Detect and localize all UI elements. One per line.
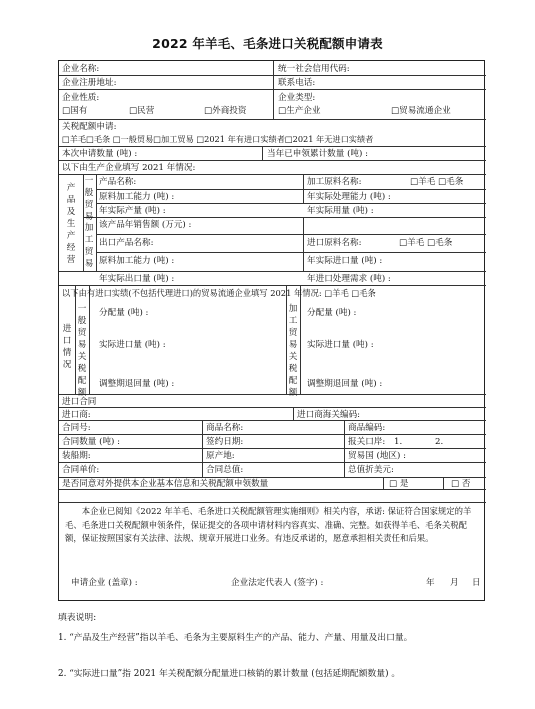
sign-date-label: 签约日期: <box>206 437 244 447</box>
year-quota-total-label: 当年已申领累计数量 (吨) : <box>267 149 369 159</box>
import-raw-options[interactable]: □羊毛 □毛条 <box>399 238 453 248</box>
page-title: 2022 年羊毛、毛条进口关税配额申请表 <box>152 36 383 51</box>
quota-apply-options[interactable]: □羊毛□毛条 □一般贸易□加工贸易 □2021 年有进口实绩者□2021 年无进口实绩者 <box>62 134 374 144</box>
goods-name-label: 商品名称: <box>206 423 244 433</box>
apply-qty-label: 本次申请数量 (吨) : <box>62 149 138 159</box>
type-label: 企业类型: <box>278 93 316 103</box>
total-value-label: 合同总值: <box>206 465 244 475</box>
general-actual-import-label: 实际进口量 (吨) : <box>99 340 166 350</box>
usage-label: 年实际用量 (吨) : <box>307 206 374 216</box>
import-raw-label: 进口原料名称: <box>307 238 362 248</box>
note-item-2: 2. “实际进口量”指 2021 年关税配额分配量进口核销的累计数量 (包括延期配额数量) 。 <box>58 669 401 679</box>
general-adjusted-label: 调整期退回量 (吨) : <box>99 379 175 389</box>
unit-price-label: 合同单价: <box>62 465 100 475</box>
production-header: 以下由生产企业填写 2021 年情况: <box>62 163 196 173</box>
applicant-seal-label: 申请企业 (盖章) : <box>71 578 138 588</box>
customs-code-label: 进口商海关编码: <box>297 410 361 420</box>
product-name-label: 产品名称: <box>99 177 137 187</box>
export-qty-label: 年实际出口量 (吨) : <box>99 274 175 284</box>
port-one: 1. <box>394 437 403 447</box>
contract-qty-label: 合同数量 (吨) : <box>62 437 121 447</box>
process-need-label: 年进口处理需求 (吨) : <box>307 274 391 284</box>
ship-period-label: 装船期: <box>62 451 91 461</box>
application-form <box>58 60 485 601</box>
nature-option-foreign[interactable]: □外商投资 <box>204 106 247 116</box>
type-option-trade[interactable]: □贸易流通企业 <box>391 106 451 116</box>
processing-trade-label: 加工贸易 <box>84 223 94 269</box>
capacity-label: 原料加工能力 (吨) : <box>99 192 175 202</box>
quota-apply-label: 关税配额申请: <box>62 122 117 132</box>
type-option-production[interactable]: □生产企业 <box>278 106 321 116</box>
export-product-label: 出口产品名称: <box>99 238 154 248</box>
importer-label: 进口商: <box>62 410 91 420</box>
consent-no-checkbox[interactable]: □ 否 <box>451 479 471 489</box>
notes-heading: 填表说明: <box>58 613 97 623</box>
processed-label: 年实际处理能力 (吨) : <box>307 192 391 202</box>
port-label: 报关口岸: <box>348 437 386 447</box>
raw-material-label: 加工原料名称: <box>307 177 362 187</box>
port-two: 2. <box>435 437 444 447</box>
proc-allocated-label: 分配量 (吨) : <box>307 308 357 318</box>
trade-side-label: 进口情况 <box>62 324 72 370</box>
phone-label: 联系电话: <box>278 78 316 88</box>
credit-code-label: 统一社会信用代码: <box>278 64 350 74</box>
proc-adjusted-label: 调整期退回量 (吨) : <box>307 379 383 389</box>
company-name-label: 企业名称: <box>62 64 100 74</box>
sales-label: 该产品年销售额 (万元) : <box>99 220 192 230</box>
nature-option-private[interactable]: □民营 <box>129 106 155 116</box>
nature-label: 企业性质: <box>62 93 100 103</box>
legal-rep-signature-label: 企业法定代表人 (签字) : <box>231 578 324 588</box>
reg-address-label: 企业注册地址: <box>62 78 117 88</box>
month-label: 月 <box>450 578 459 588</box>
note-item-1: 1. “产品及生产经营”指以羊毛、毛条为主要原料生产的产品、能力、产量、用量及出口量。 <box>58 633 413 643</box>
trade-country-label: 贸易国 (地区) : <box>348 451 407 461</box>
consent-yes-checkbox[interactable]: □ 是 <box>389 479 409 489</box>
contract-header: 进口合同 <box>62 397 97 407</box>
proc-capacity-label: 原料加工能力 (吨) : <box>99 256 175 266</box>
nature-option-state[interactable]: □国有 <box>62 106 88 116</box>
origin-label: 原产地: <box>206 451 235 461</box>
output-label: 年实际产量 (吨) : <box>99 206 166 216</box>
day-label: 日 <box>472 578 481 588</box>
contract-no-label: 合同号: <box>62 423 91 433</box>
general-trade-label: 一般贸易 <box>84 176 94 222</box>
production-side-label: 产品及生产经营 <box>66 183 76 265</box>
raw-material-options[interactable]: □羊毛 □毛条 <box>410 177 464 187</box>
usd-total-label: 总值折美元: <box>348 465 394 475</box>
general-allocated-label: 分配量 (吨) : <box>99 308 149 318</box>
trade-general-label: 一般贸易关税配额 <box>77 304 87 398</box>
year-label: 年 <box>426 578 435 588</box>
proc-actual-import-label: 实际进口量 (吨) : <box>307 340 374 350</box>
consent-question: 是否同意对外提供本企业基本信息和关税配额申领数量 <box>62 479 269 489</box>
pledge-text: 本企业已阅知《2022 年羊毛、毛条进口关税配额管理实施细则》相关内容，承诺: 保证符合国家规定的羊毛、毛条进口关税配额申领条件，保证提交的各项申请材料内容真实、准确、完整。如获得羊毛、毛条关税配额，保证按照国家有关法律、法规、规章开展进口业务。有违反承诺的，愿意承担相关责任和后果。 <box>65 506 472 543</box>
import-qty-label: 年实际进口量 (吨) : <box>307 256 383 266</box>
trade-header: 以下由有进口实绩(不包括代理进口)的贸易流通企业填写 2021 年情况: □羊毛 □毛条 <box>62 288 376 298</box>
goods-code-label: 商品编码: <box>348 423 386 433</box>
trade-processing-label: 加工贸易关税配额 <box>288 304 298 398</box>
